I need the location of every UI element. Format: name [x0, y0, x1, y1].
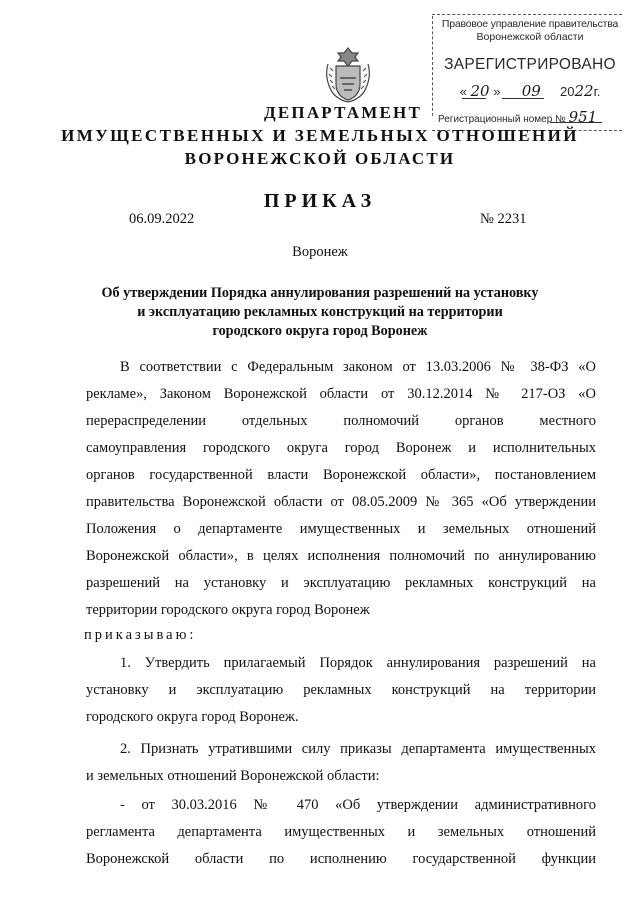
paragraph-line: 2. Признать утратившими силу приказы департамента имущественных: [120, 741, 596, 757]
stamp-reg-number-label: Регистрационный номер №: [438, 114, 566, 125]
document-type: ПРИКАЗ: [263, 190, 377, 212]
paragraph-line: В соответствии с Федеральным законом от 13.03.2006 № 38-ФЗ «О: [120, 359, 596, 375]
stamp-month-underline: [502, 98, 544, 99]
paragraph-line: органов государственной власти Воронежской области», постановлением: [86, 467, 596, 483]
paragraph-line: самоуправления городского округа город Воронеж и исполнительных: [86, 440, 596, 456]
paragraph-line: Положения о департаменте имущественных и земельных отношений: [86, 521, 596, 537]
paragraph-line: 1. Утвердить прилагаемый Порядок аннулирования разрешений на: [120, 655, 596, 671]
paragraph-line: - от 30.03.2016 № 470 «Об утверждении административного: [120, 797, 596, 813]
stamp-day-underline: [462, 98, 486, 99]
department-name-line3: ВОРОНЕЖСКОЙ ОБЛАСТИ: [184, 149, 456, 168]
title-line: Об утверждении Порядка аннулирования разрешений на установку: [101, 285, 539, 301]
paragraph-line: и земельных отношений Воронежской области:: [86, 768, 380, 784]
paragraph-line: городского округа город Воронеж.: [86, 709, 299, 725]
document-date: 06.09.2022: [129, 211, 195, 227]
stamp-date-suffix: г.: [593, 84, 601, 99]
stamp-registered-label: ЗАРЕГИСТРИРОВАНО: [444, 56, 616, 73]
paragraph-line: Воронежской области», в целях исполнения полномочий по аннулированию: [86, 548, 596, 564]
stamp-date-month: 09: [521, 82, 541, 100]
stamp-date-close-quote: »: [493, 84, 501, 99]
stamp-date-year-prefix: 20: [560, 84, 575, 99]
paragraph-line: территории городского округа город Воронеж: [86, 602, 370, 618]
document-title: [60, 284, 580, 341]
title-line: городского округа город Воронеж: [212, 323, 428, 339]
stamp-top-border: [432, 14, 622, 15]
paragraph-line: Воронежской области по исполнению государственной функции: [86, 851, 596, 867]
paragraph-line: рекламе», Законом Воронежской области от 30.12.2014 № 217-ОЗ «О: [86, 386, 596, 402]
coat-of-arms-emblem: [322, 44, 374, 106]
stamp-reg-number-value: 951: [568, 108, 598, 126]
department-name-line2: ИМУЩЕСТВЕННЫХ И ЗЕМЕЛЬНЫХ ОТНОШЕНИЙ: [61, 126, 579, 145]
document-number: № 2231: [480, 211, 527, 227]
stamp-issuer-line2: Воронежской области: [476, 31, 584, 43]
title-line: и эксплуатацию рекламных конструкций на территории: [137, 304, 503, 320]
document-city: Воронеж: [292, 244, 348, 260]
stamp-date-open-quote: «: [459, 84, 467, 99]
order-word: приказываю:: [84, 627, 197, 643]
paragraph-line: перераспределении отдельных полномочий органов местного: [86, 413, 596, 429]
paragraph-line: установку и эксплуатацию рекламных конструкций на территории: [86, 682, 596, 698]
stamp-date-year: 22: [574, 82, 594, 100]
paragraph-line: разрешений на установку и эксплуатацию рекламных конструкций на: [86, 575, 596, 591]
paragraph-line: регламента департамента имущественных и земельных отношений: [86, 824, 596, 840]
stamp-issuer-line1: Правовое управление правительства: [441, 18, 619, 30]
paragraph-line: правительства Воронежской области от 08.05.2009 № 365 «Об утверждении: [86, 494, 596, 510]
department-name-line1: ДЕПАРТАМЕНТ: [263, 103, 423, 122]
stamp-date-day: 20: [470, 82, 490, 100]
